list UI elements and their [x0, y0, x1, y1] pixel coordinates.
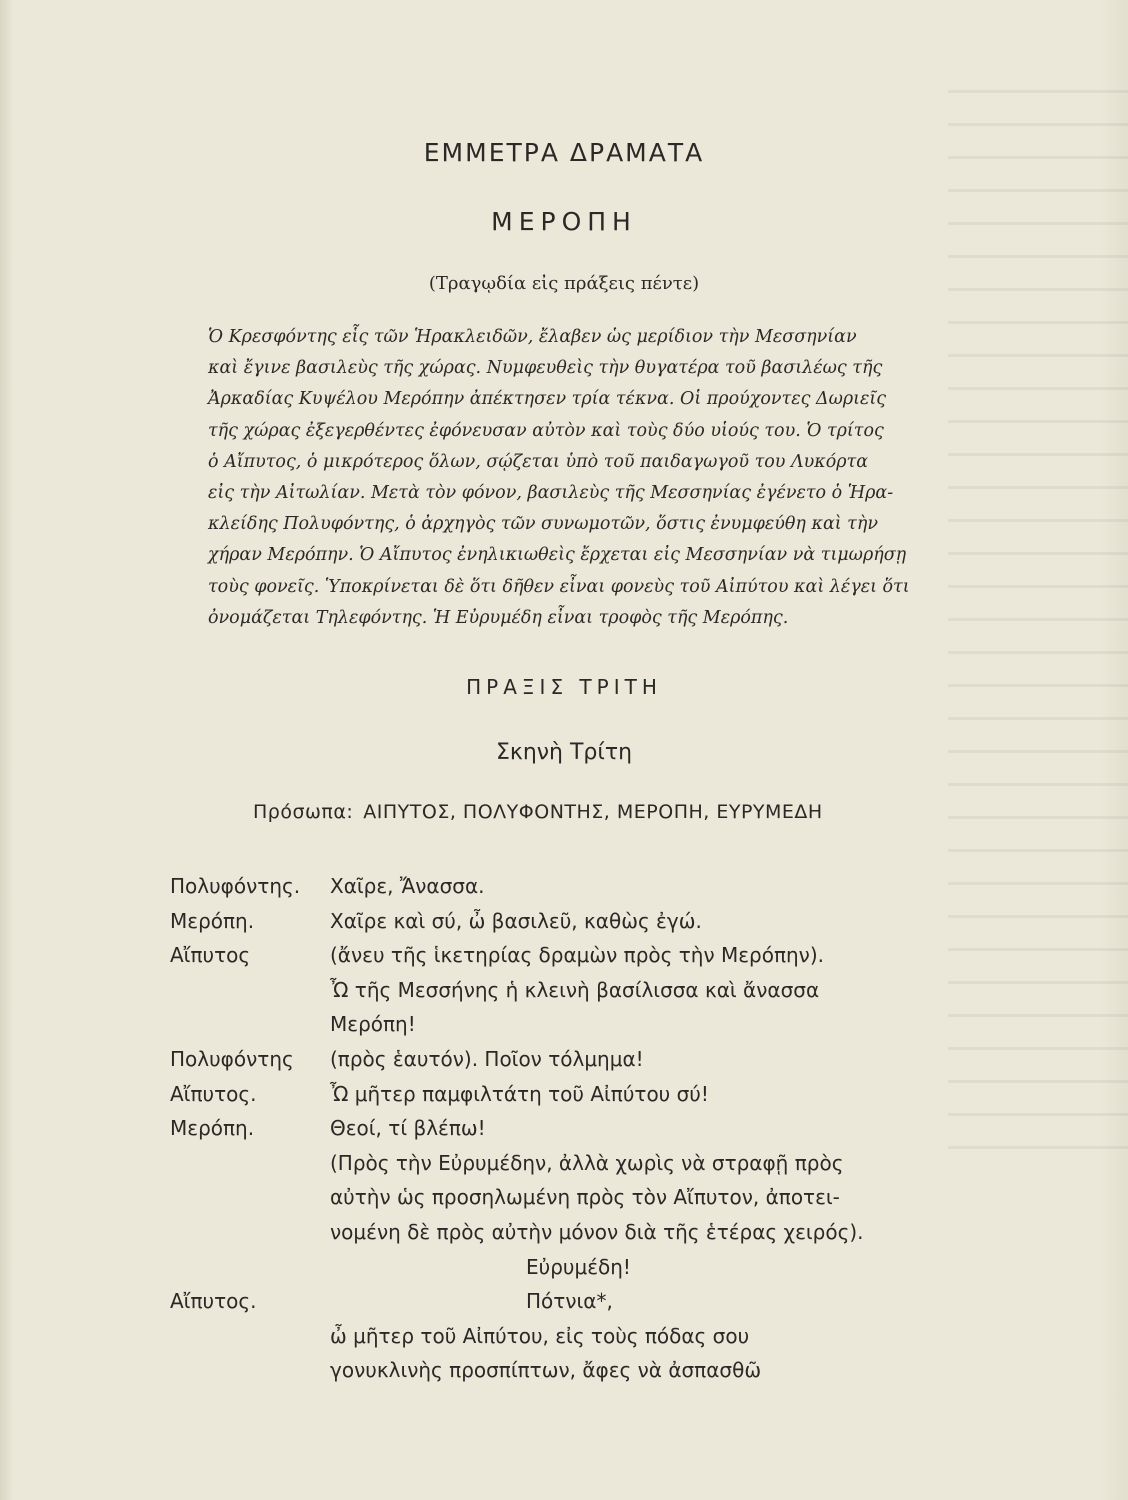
speech: Χαῖρε, Ἄνασσα. — [330, 874, 485, 898]
play-subtitle: (Τραγῳδία εἰς πράξεις πέντε) — [428, 273, 700, 294]
stage-direction: αὐτὴν ὡς προσηλωμένη πρὸς τὸν Αἴπυτον, ἀποτει- — [330, 1185, 840, 1210]
speaker — [170, 1250, 330, 1285]
intro-line: εἰς τὴν Αἰτωλίαν. Μετὰ τὸν φόνον, βασιλεὺς τῆς Μεσσηνίας ἐγένετο ὁ Ἡρα- — [208, 483, 894, 504]
dialogue-line — [170, 1111, 1050, 1146]
dramatis-personae — [253, 801, 823, 823]
speaker: Μερόπη. — [170, 1116, 255, 1141]
stage-direction: (ἄνευ τῆς ἱκετηρίας δραμὼν πρὸς τὴν Μερόπην). — [330, 943, 825, 968]
speaker — [170, 1007, 330, 1042]
speaker: Πολυφόντης. — [170, 874, 301, 898]
intro-line: Ἀρκαδίας Κυψέλου Μερόπην ἀπέκτησεν τρία τέκνα. Οἱ προύχοντες Δωριεῖς — [208, 389, 887, 410]
speech: γονυκλινὴς προσπίπτων, ἄφες νὰ ἀσπασθῶ — [330, 1358, 762, 1383]
speech: Πότνια*, — [526, 1289, 613, 1314]
scene-heading: Σκηνὴ Τρίτη — [495, 740, 633, 765]
dialogue-line — [170, 904, 1050, 939]
intro-line: χήραν Μερόπην. Ὁ Αἴπυτος ἐνηλικιωθεὶς ἔρχεται εἰς Μεσσηνίαν νὰ τιμωρήσῃ — [208, 545, 907, 566]
speaker — [170, 1215, 330, 1250]
dialogue-line — [170, 1077, 1050, 1112]
dialogue-line — [170, 1284, 1050, 1319]
dialogue-line — [170, 1146, 1050, 1181]
dialogue-line — [170, 938, 1050, 973]
intro-line: ὁ Αἴπυτος, ὁ μικρότερος ὅλων, σῴζεται ὑπὸ τοῦ παιδαγωγοῦ του Λυκόρτα — [208, 451, 869, 472]
speaker: Μερόπη. — [170, 908, 255, 933]
collection-title: ΕΜΜΕΤΡΑ ΔΡΑΜΑΤΑ — [423, 138, 705, 167]
speaker: Αἴπυτος. — [170, 1081, 257, 1106]
intro-line: κλείδης Πολυφόντης, ὁ ἀρχηγὸς τῶν συνωμοτῶν, ὅστις ἐνυμφεύθη καὶ τὴν — [208, 514, 878, 535]
speaker: Αἴπυτος — [170, 943, 251, 968]
speaker — [170, 1319, 330, 1354]
intro-paragraph — [208, 322, 1014, 634]
speaker — [170, 1146, 330, 1181]
persons-list: ΑΙΠΥΤΟΣ, ΠΟΛΥΦΟΝΤΗΣ, ΜΕΡΟΠΗ, ΕΥΡΥΜΕΔΗ — [363, 801, 823, 823]
intro-line: τοὺς φονεῖς. Ὑποκρίνεται δὲ ὅτι δῆθεν εἶναι φονεὺς τοῦ Αἰπύτου καὶ λέγει ὅτι — [208, 576, 910, 597]
intro-line: τῆς χώρας ἐξεγερθέντες ἐφόνευσαν αὐτὸν καὶ τοὺς δύο υἱούς του. Ὁ τρίτος — [208, 420, 884, 441]
speech: ὦ μῆτερ τοῦ Αἰπύτου, εἰς τοὺς πόδας σου — [330, 1323, 750, 1348]
speech: Ὦ τῆς Μεσσήνης ἡ κλεινὴ βασίλισσα καὶ ἄνασσα — [330, 977, 820, 1002]
stage-direction: νομένη δὲ πρὸς αὐτὴν μόνον διὰ τῆς ἑτέρας χειρός). — [330, 1219, 864, 1244]
speech: Θεοί, τί βλέπω! — [330, 1116, 486, 1141]
speech: Εὐρυμέδη! — [526, 1254, 631, 1279]
dialogue-line — [170, 1250, 1050, 1285]
persons-label: Πρόσωπα: — [253, 801, 354, 823]
intro-line: ὀνομάζεται Τηλεφόντης. Ἡ Εὐρυμέδη εἶναι τροφὸς τῆς Μερόπης. — [208, 607, 789, 628]
dialogue-line — [170, 1007, 1050, 1042]
speech: (πρὸς ἑαυτόν). Ποῖον τόλμημα! — [330, 1046, 644, 1071]
dialogue-line — [170, 1215, 1050, 1250]
dialogue-line — [170, 1319, 1050, 1354]
speaker — [170, 1180, 330, 1215]
stage-direction: (Πρὸς τὴν Εὐρυμέδην, ἀλλὰ χωρὶς νὰ στραφῇ πρὸς — [330, 1150, 844, 1175]
intro-line: Ὁ Κρεσφόντης εἷς τῶν Ἡρακλειδῶν, ἔλαβεν ὡς μερίδιον τὴν Μεσσηνίαν — [208, 327, 857, 347]
dialogue-line — [170, 1042, 1050, 1077]
speech: Μερόπη! — [330, 1012, 416, 1037]
dialogue — [170, 869, 1050, 1388]
dialogue-line — [170, 869, 1050, 904]
speech: Ὦ μῆτερ παμφιλτάτη τοῦ Αἰπύτου σύ! — [330, 1081, 709, 1106]
speaker — [170, 1353, 330, 1388]
play-title: ΜΕΡΟΠΗ — [491, 207, 637, 236]
dialogue-line — [170, 1180, 1050, 1215]
intro-line: καὶ ἔγινε βασιλεὺς τῆς χώρας. Νυμφευθεὶς τὴν θυγατέρα τοῦ βασιλέως τῆς — [208, 358, 883, 379]
speaker — [170, 973, 330, 1008]
act-heading: ΠΡΑΞΙΣ ΤΡΙΤΗ — [466, 675, 662, 699]
speech: Χαῖρε καὶ σύ, ὦ βασιλεῦ, καθὼς ἐγώ. — [330, 908, 702, 933]
speaker: Αἴπυτος. — [170, 1289, 257, 1314]
speaker: Πολυφόντης — [170, 1046, 294, 1071]
dialogue-line — [170, 1353, 1050, 1388]
dialogue-line — [170, 973, 1050, 1008]
